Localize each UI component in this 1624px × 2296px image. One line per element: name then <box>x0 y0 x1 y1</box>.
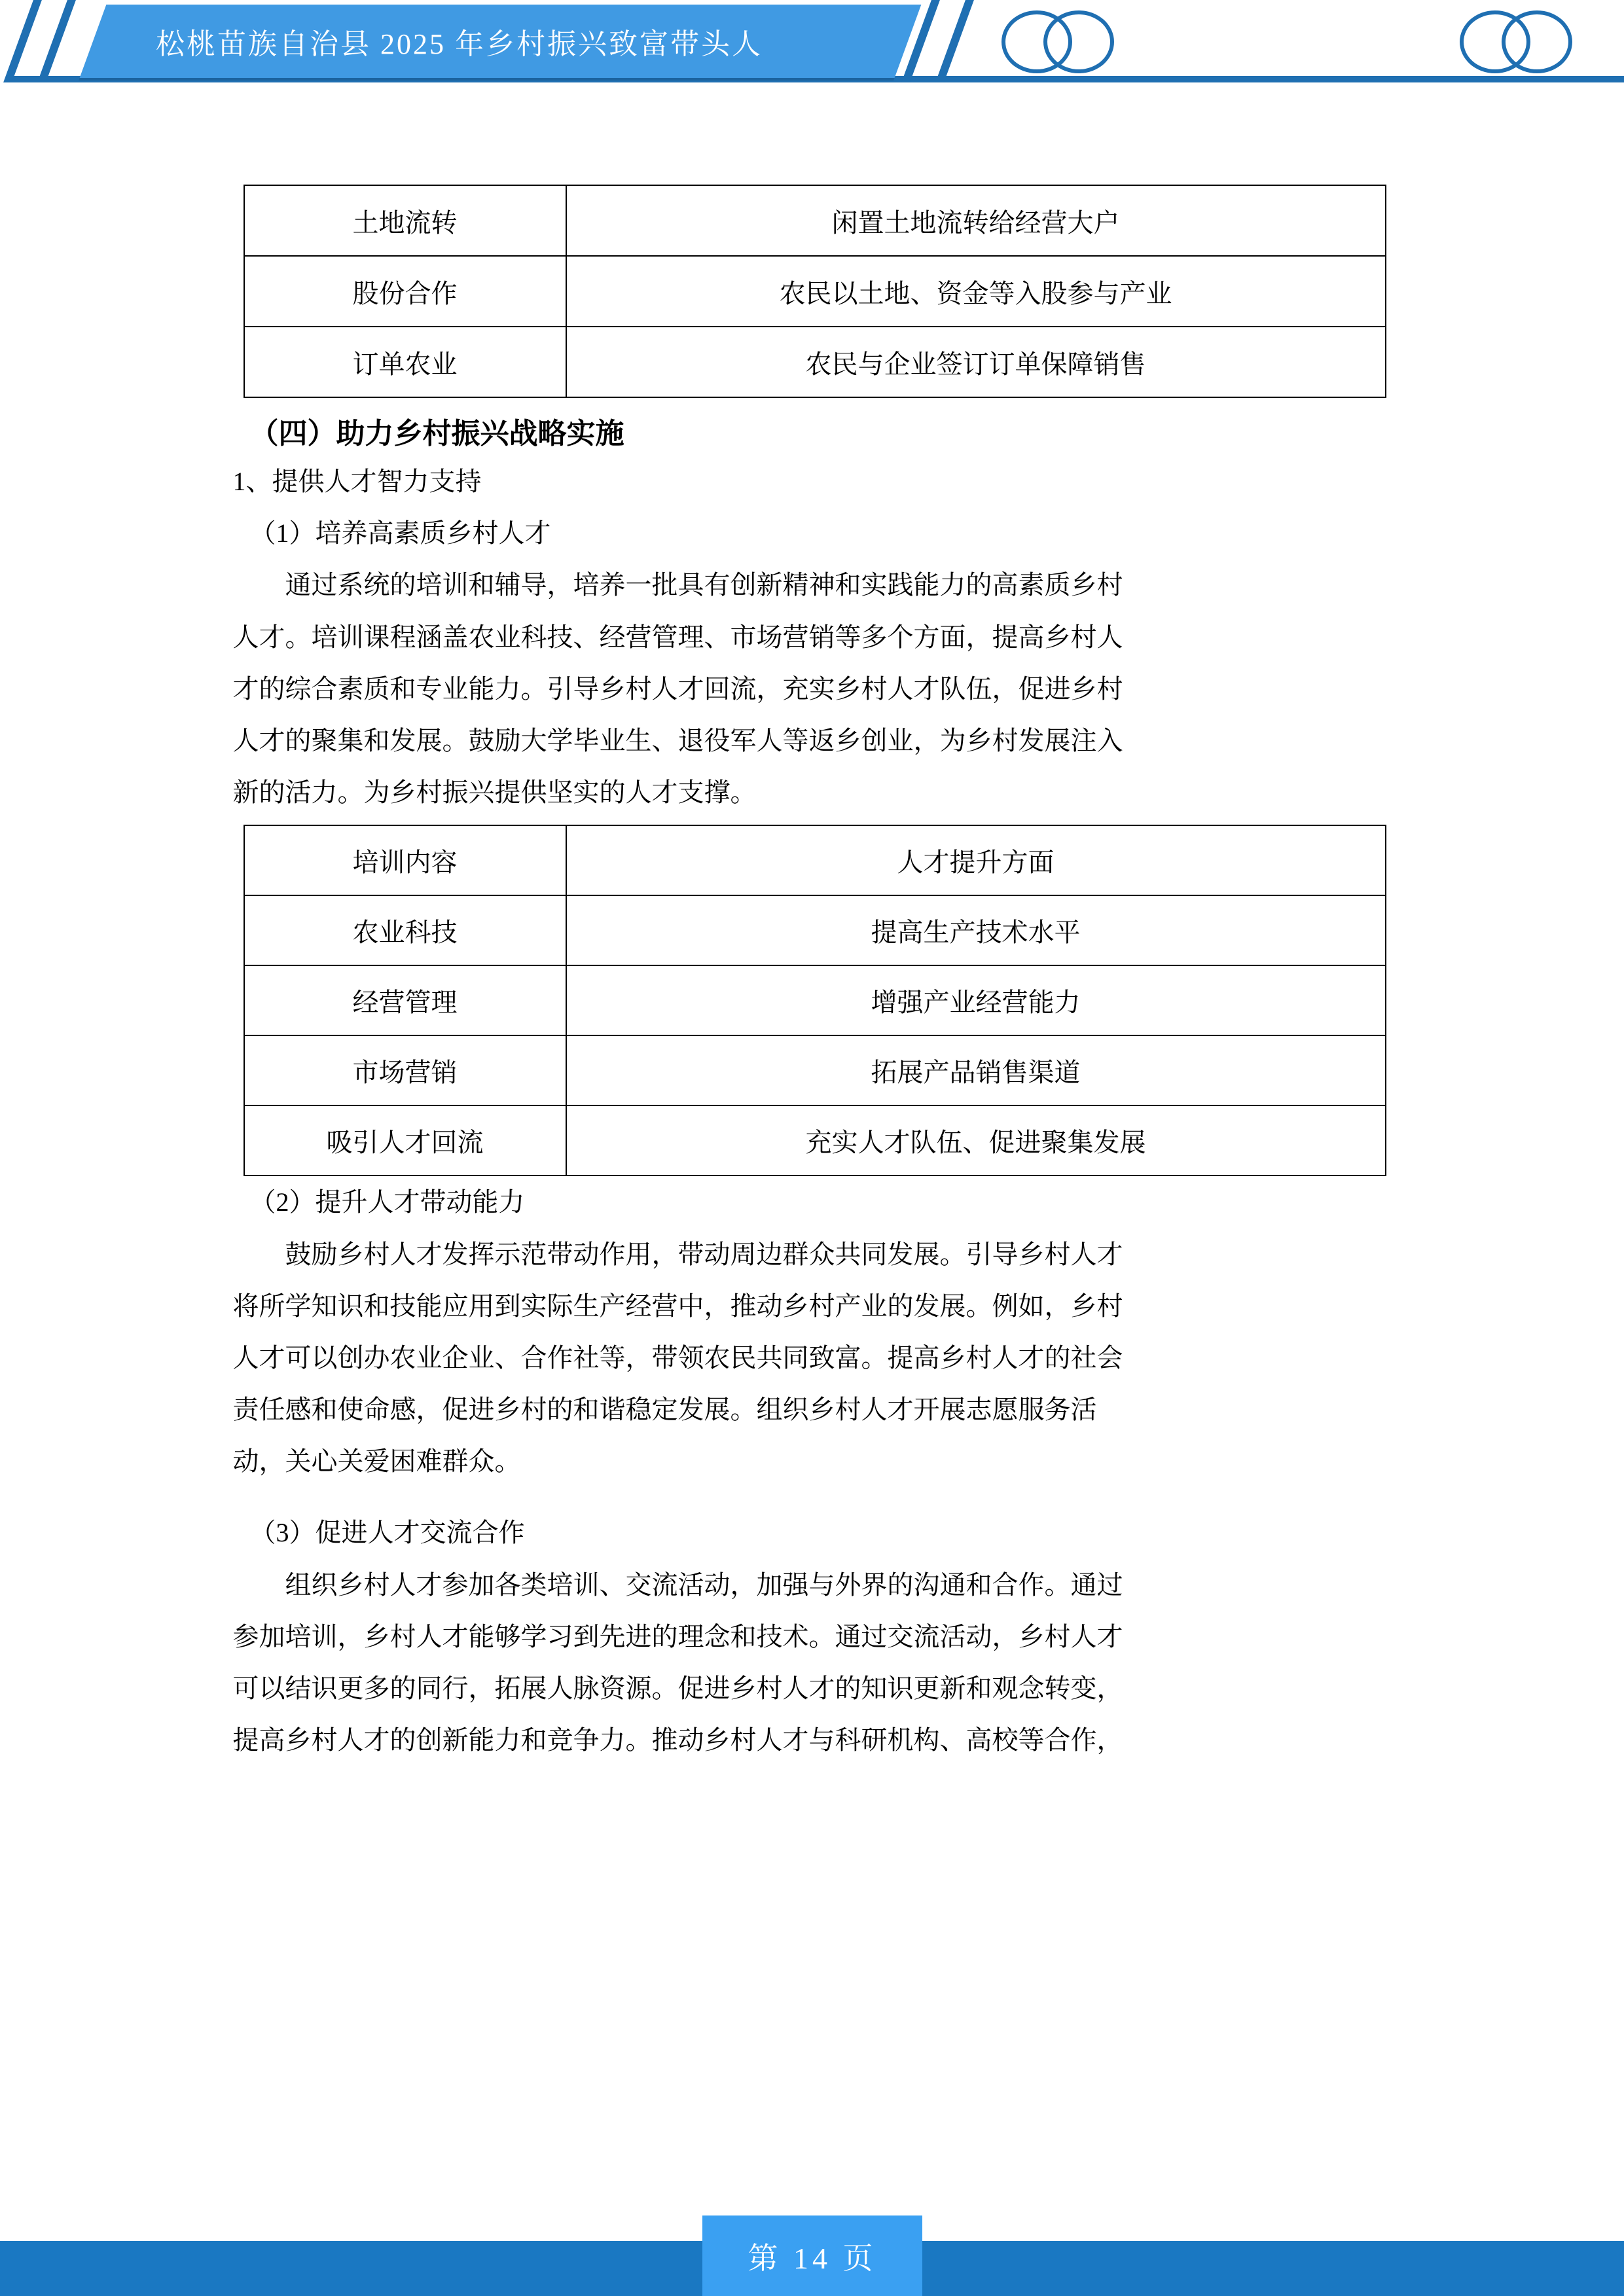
paragraph-line: 动，关心关爱困难群众。 <box>232 1446 521 1477</box>
table-cell: 闲置土地流转给经营大户 <box>566 185 1386 256</box>
sub-item-1-1: （1）培养高素质乡村人才 <box>249 518 551 548</box>
paragraph-line: 将所学知识和技能应用到实际生产经营中，推动乡村产业的发展。例如，乡村 <box>232 1291 1123 1321</box>
paragraph-line: 提高乡村人才的创新能力和竞争力。推动乡村人才与科研机构、高校等合作， <box>232 1725 1123 1755</box>
page-header <box>0 0 1624 105</box>
table-row <box>244 256 1386 327</box>
paragraph-line: 组织乡村人才参加各类培训、交流活动，加强与外界的沟通和合作。通过 <box>232 1570 1123 1600</box>
header-decor-slash <box>935 0 974 82</box>
table-cell: 订单农业 <box>244 327 566 397</box>
header-decor-slash <box>3 0 42 82</box>
ring-right-icon <box>1043 10 1114 73</box>
table-cell: 增强产业经营能力 <box>566 965 1386 1035</box>
training-content-table <box>244 825 1386 1176</box>
table-cell: 经营管理 <box>244 965 566 1035</box>
page-content <box>0 105 1624 1766</box>
numbered-item-1: 1、提供人才智力支持 <box>232 467 482 496</box>
table-row <box>244 965 1386 1035</box>
paragraph-line: 鼓励乡村人才发挥示范带动作用，带动周边群众共同发展。引导乡村人才 <box>232 1239 1123 1269</box>
table-cell: 农民与企业签订订单保障销售 <box>566 327 1386 397</box>
paragraph-line: 才的综合素质和专业能力。引导乡村人才回流，充实乡村人才队伍，促进乡村 <box>232 673 1123 704</box>
paragraph-gap <box>233 1487 1392 1507</box>
double-ring-logo-icon <box>1001 10 1118 73</box>
table-row <box>244 825 1386 895</box>
header-decor-slash <box>37 0 76 82</box>
table-row <box>244 895 1386 965</box>
table-cell: 农民以土地、资金等入股参与产业 <box>566 256 1386 327</box>
table-cell: 市场营销 <box>244 1035 566 1105</box>
table-cell: 提高生产技术水平 <box>566 895 1386 965</box>
table-cell: 股份合作 <box>244 256 566 327</box>
document-title: 松桃苗族自治县 2025 年乡村振兴致富带头人 <box>156 28 763 60</box>
paragraph-1-1 <box>233 559 1392 818</box>
paragraph-1-2 <box>233 1229 1392 1488</box>
paragraph-line: 通过系统的培训和辅导，培养一批具有创新精神和实践能力的高素质乡村 <box>232 570 1123 600</box>
paragraph-line: 人才的聚集和发展。鼓励大学毕业生、退役军人等返乡创业，为乡村发展注入 <box>232 725 1123 755</box>
land-mechanism-table <box>244 185 1386 398</box>
sub-item-1-3: （3）促进人才交流合作 <box>249 1518 525 1548</box>
table-cell: 拓展产品销售渠道 <box>566 1035 1386 1105</box>
paragraph-1-3 <box>233 1559 1392 1767</box>
paragraph-line: 新的活力。为乡村振兴提供坚实的人才支撑。 <box>232 778 757 808</box>
table-cell: 土地流转 <box>244 185 566 256</box>
page-footer <box>0 2211 1624 2296</box>
table-row <box>244 185 1386 256</box>
paragraph-line: 责任感和使命感，促进乡村的和谐稳定发展。组织乡村人才开展志愿服务活 <box>232 1395 1097 1425</box>
table-row <box>244 1035 1386 1105</box>
paragraph-line: 人才。培训课程涵盖农业科技、经营管理、市场营销等多个方面，提高乡村人 <box>232 622 1123 652</box>
table-cell: 培训内容 <box>244 825 566 895</box>
paragraph-line: 可以结识更多的同行，拓展人脉资源。促进乡村人才的知识更新和观念转变， <box>232 1674 1123 1703</box>
paragraph-line: 参加培训，乡村人才能够学习到先进的理念和技术。通过交流活动，乡村人才 <box>232 1621 1123 1651</box>
table-cell: 吸引人才回流 <box>244 1105 566 1175</box>
table-cell: 人才提升方面 <box>566 825 1386 895</box>
ring-right-icon <box>1502 10 1572 73</box>
paragraph-line: 人才可以创办农业企业、合作社等，带领农民共同致富。提高乡村人才的社会 <box>232 1342 1123 1372</box>
page-number-badge: 第 14 页 <box>702 2215 922 2296</box>
table-row <box>244 327 1386 397</box>
section-heading-four: （四）助力乡村振兴战略实施 <box>249 418 624 450</box>
sub-item-1-2: （2）提升人才带动能力 <box>249 1187 525 1217</box>
table-cell: 农业科技 <box>244 895 566 965</box>
table-row <box>244 1105 1386 1175</box>
double-ring-logo-icon <box>1460 10 1576 73</box>
table-cell: 充实人才队伍、促进聚集发展 <box>566 1105 1386 1175</box>
